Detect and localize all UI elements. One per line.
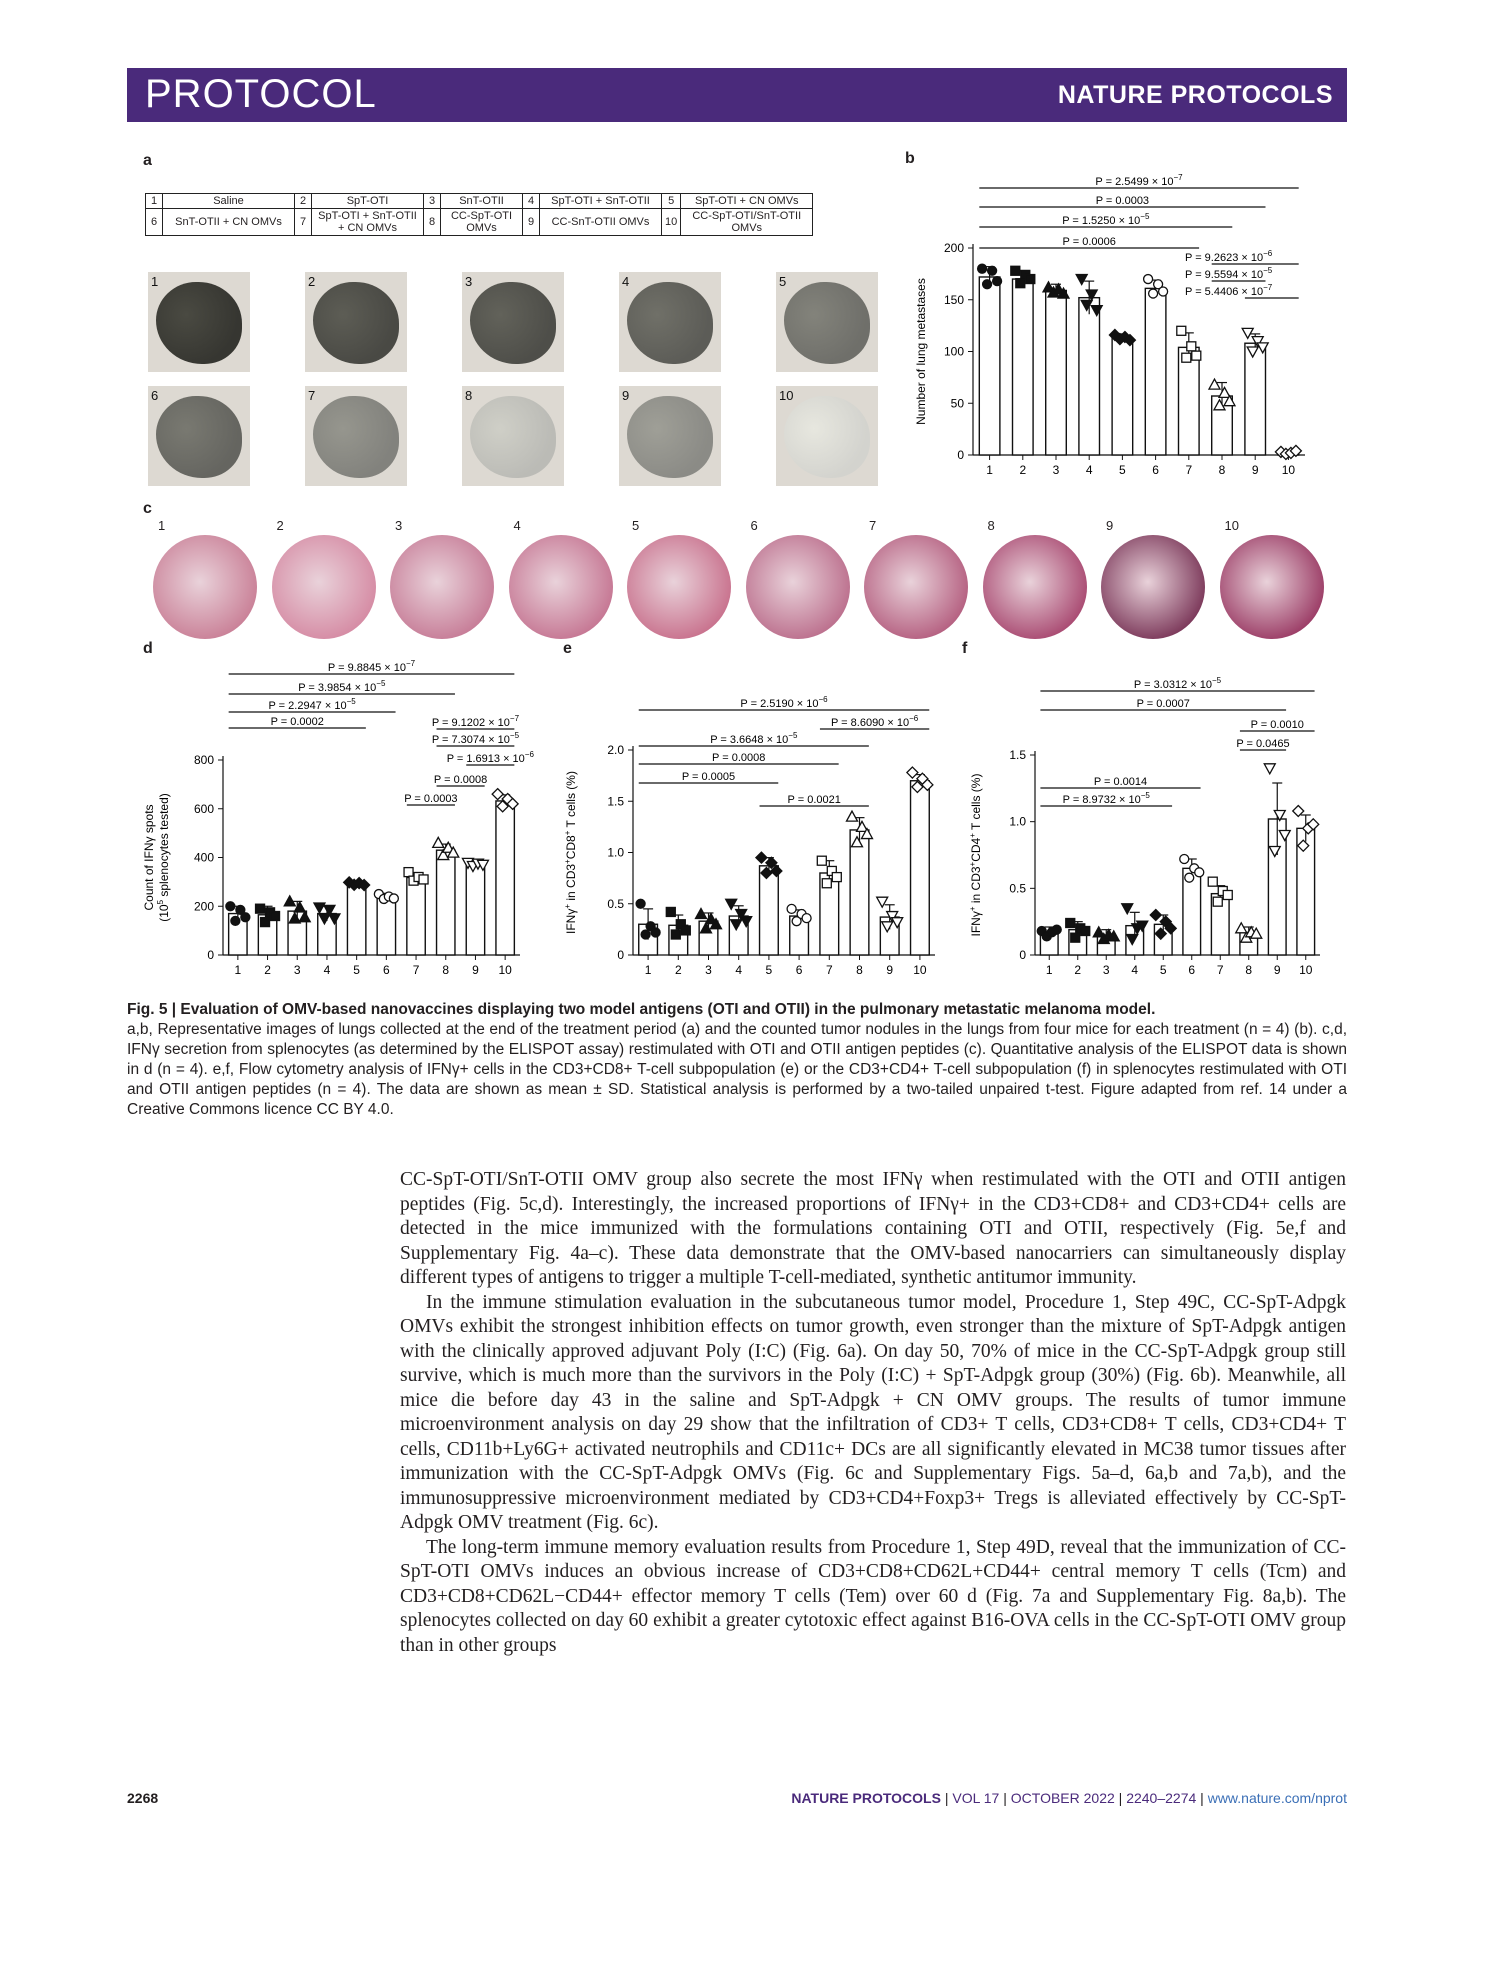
well-number: 9 <box>1106 518 1114 533</box>
x-tick-label: 1 <box>234 963 242 977</box>
legend-row <box>146 194 813 209</box>
data-point <box>651 928 660 937</box>
y-tick-label: 200 <box>193 899 214 914</box>
data-point <box>802 914 811 923</box>
legend-row <box>146 209 813 236</box>
x-tick-label: 9 <box>1251 463 1259 477</box>
y-tick-label: 1.0 <box>607 845 624 860</box>
bar <box>496 801 514 955</box>
y-tick-label: 0.5 <box>607 896 624 911</box>
p-value-label: $P = 9.1202 \times 10^{-7}$ <box>431 714 520 729</box>
y-axis-label: Number of lung metastases <box>914 278 928 425</box>
y-tick-label: 1.0 <box>1009 814 1026 829</box>
data-point <box>1182 353 1191 362</box>
footer-volume: VOL 17 <box>952 1790 1000 1806</box>
data-point <box>636 899 645 908</box>
chart-e-cd8-ifng <box>555 650 955 995</box>
data-point <box>1264 764 1275 774</box>
x-tick-label: 9 <box>1273 963 1281 977</box>
lung-photo <box>305 272 407 372</box>
data-point <box>314 903 325 913</box>
data-point <box>1150 910 1161 921</box>
data-point <box>822 879 831 888</box>
data-point <box>1071 933 1080 942</box>
data-point <box>1026 275 1035 284</box>
data-point <box>1192 351 1201 360</box>
lung-number: 3 <box>465 274 473 289</box>
x-tick-label: 5 <box>353 963 360 977</box>
p-value-label: P = 0.0010 <box>1250 719 1304 731</box>
section-label: PROTOCOL <box>145 72 377 116</box>
x-tick-label: 3 <box>1052 463 1060 477</box>
data-point <box>1066 919 1075 928</box>
well-number: 6 <box>750 518 758 533</box>
well-number: 7 <box>869 518 877 533</box>
panel-label-c: c <box>143 500 152 517</box>
data-point <box>787 904 796 913</box>
lung-photo <box>776 272 878 372</box>
bar <box>850 830 869 955</box>
data-point <box>1187 342 1196 351</box>
x-tick-label: 8 <box>1245 963 1253 977</box>
x-tick-label: 6 <box>1188 963 1196 977</box>
x-tick-label: 8 <box>1218 463 1226 477</box>
caption-title: Fig. 5 | Evaluation of OMV-based nanovaccines displaying two model antigens (OTI and OTII) in the pulmonary metastatic melanoma model. <box>127 1001 1156 1018</box>
bar <box>911 781 930 955</box>
group-num: 4 <box>523 194 540 209</box>
lung-tissue <box>627 282 713 364</box>
p-value-label: $P = 3.9854 \times 10^{-5}$ <box>298 679 386 694</box>
x-tick-label: 7 <box>412 963 420 977</box>
p-value-label: $P = 8.6090 \times 10^{-6}$ <box>830 714 919 729</box>
group-name: CC-SpT-OTI OMVs <box>441 209 523 236</box>
x-tick-label: 4 <box>323 963 331 977</box>
paragraph: In the immune stimulation evaluation in the subcutaneous tumor model, Procedure 1, Step 49C, CC-SpT-Adpgk OMVs exhibit the strongest inhibition effects on tumor growth, even stronger than the mixture of SpT-Adpgk antigen with the clinically approved adjuvant Poly (I:C) (Fig. 6a). On day 50, 70% of mice in the CC-SpT-Adpgk group still survive, which is much more than the survivors in the Poly (I:C) + SpT-Adpgk group (30%) (Fig. 6b). Meanwhile, all mice die before day 43 in the saline and SpT-Adpgk + CN OMV groups. The results of tumor immune microenvironment analysis on day 29 show that the infiltration of CD3+ T cells, CD3+CD8+ T cells, CD3+CD4+ T cells, CD11b+Ly6G+ activated neutrophils and CD11c+ DCs are all significantly elevated in MC38 tumor tissues after immunization with the CC-SpT-Adpgk OMVs (Fig. 6c and Supplementary Figs. 5a–d, 6a,b and 7a,b), and the immunosuppressive microenvironment mediated by CD3+CD4+Foxp3+ Tregs is alleviated effectively by CC-SpT-Adpgk OMV treatment (Fig. 6c). <box>400 1291 1346 1533</box>
p-value-label: $P = 2.5190 \times 10^{-6}$ <box>740 695 828 710</box>
well-number: 8 <box>987 518 995 533</box>
lung-tissue <box>156 396 242 478</box>
p-value-label: $P = 3.6648 \times 10^{-5}$ <box>710 731 798 746</box>
page-number: 2268 <box>127 1790 159 1806</box>
data-point <box>1236 923 1247 933</box>
lung-photo <box>148 386 250 486</box>
p-value-label: $P = 9.2623 \times 10^{-6}$ <box>1185 249 1273 264</box>
footer-journal: NATURE PROTOCOLS <box>791 1790 941 1806</box>
data-point <box>492 789 503 800</box>
lung-number: 7 <box>308 388 316 403</box>
lung-number: 5 <box>779 274 787 289</box>
well-number: 2 <box>276 518 284 533</box>
p-value-label: P = 0.0008 <box>433 774 488 786</box>
data-point <box>1209 379 1220 389</box>
group-num: 5 <box>662 194 681 209</box>
well-number: 1 <box>158 518 166 533</box>
lung-number: 6 <box>151 388 159 403</box>
bar <box>437 850 455 955</box>
lung-tissue <box>313 282 399 364</box>
y-tick-label: 400 <box>193 850 214 865</box>
paragraph: CC-SpT-OTI/SnT-OTII OMV group also secrete the most IFNγ when restimulated with the OTI and OTII antigen peptides (Fig. 5c,d). Interestingly, the increased proportions of IFNγ+ in the CD3+CD8+ and CD3+CD4+ cells are detected in the mice immunized with the formulations containing OTI and OTII, respectively (Fig. 5e,f and Supplementary Fig. 4a–c). These data demonstrate that the OMV-based nanocarriers can simultaneously display different types of antigens to trigger a multiple T-cell-mediated, synthetic antitumor immunity. <box>400 1169 1346 1288</box>
lung-photo <box>462 272 564 372</box>
chart-d-ifng-spots <box>135 650 535 995</box>
data-point <box>1185 873 1194 882</box>
x-tick-label: 7 <box>825 963 833 977</box>
lung-tissue <box>470 396 556 478</box>
y-tick-label: 200 <box>943 241 964 255</box>
lung-tissue <box>784 282 870 364</box>
paragraph: The long-term immune memory evaluation results from Procedure 1, Step 49D, reveal that the immunization of CC-SpT-OTI OMVs induces an obvious increase of CD3+CD8+CD62L+CD44+ central memory T cells (Tcm) and CD3+CD8+CD62L−CD44+ effector memory T cells (Tem) over 60 d (Fig. 7a and Supplementary Fig. 8a,b). The splenocytes collected on day 60 exhibit a greater cytotoxic effect against B16-OVA cells in the CC-SpT-OTI OMV group than in other groups <box>400 1536 1346 1656</box>
chart-b-lung-metastases <box>905 160 1325 495</box>
x-tick-label: 9 <box>472 963 479 977</box>
data-point <box>726 899 737 909</box>
data-point <box>988 266 997 275</box>
data-point <box>1159 287 1168 296</box>
p-value-label: $P = 9.8845 \times 10^{-7}$ <box>327 659 416 674</box>
x-tick-label: 1 <box>644 963 652 977</box>
lung-tissue <box>784 396 870 478</box>
bar <box>1046 290 1067 455</box>
caption-text: a,b, Representative images of lungs collected at the end of the treatment period (a) and the counted tumor nodules in the lungs from four mice for each treatment (n = 4) (b). c,d, IFNγ secretion from splenocytes (as determined by the ELISPOT assay) restimulated with OTI and OTII antigen peptides (c). Quantitative analysis of the ELISPOT data is shown in d (n = 4). e,f, Flow cytometry analysis of IFNγ+ cells in the CD3+CD8+ T-cell subpopulation (e) or the CD3+CD4+ T-cell subpopulation (f) in splenocytes restimulated with OTI and OTII antigen peptides (n = 4). The data are shown as mean ± SD. Statistical analysis is performed by a two-tailed unpaired t-test. Figure adapted from ref. 14 under a Creative Commons licence CC BY 4.0. <box>127 1021 1347 1118</box>
data-point <box>433 837 444 847</box>
elispot-well <box>272 535 376 639</box>
elispot-well <box>153 535 257 639</box>
y-tick-label: 0 <box>207 948 214 962</box>
x-tick-label: 4 <box>1085 463 1093 477</box>
y-tick-label: 600 <box>193 801 214 816</box>
lung-number: 8 <box>465 388 473 403</box>
panel-label-b: b <box>905 150 915 167</box>
group-num: 7 <box>295 209 312 236</box>
x-tick-label: 5 <box>765 963 773 977</box>
p-value-label: P = 0.0007 <box>1136 698 1190 710</box>
data-point <box>1081 927 1090 936</box>
lung-photo <box>148 272 250 372</box>
x-tick-label: 5 <box>1159 963 1167 977</box>
footer-sep: | <box>944 1790 949 1806</box>
body-text <box>400 1168 1346 1658</box>
p-value-label: P = 0.0014 <box>1093 776 1148 788</box>
x-tick-label: 10 <box>1281 463 1296 477</box>
elispot-well <box>390 535 494 639</box>
group-name: CC-SnT-OTII OMVs <box>540 209 662 236</box>
y-axis-label-2: ($10^5$ splenocytes tested) <box>156 793 171 922</box>
data-point <box>756 852 767 863</box>
p-value-label: P = 0.0003 <box>404 793 458 805</box>
data-point <box>817 856 826 865</box>
x-tick-label: 6 <box>795 963 803 977</box>
x-tick-label: 10 <box>1299 963 1313 977</box>
bar <box>466 864 484 955</box>
y-axis-label: Count of IFNγ spots <box>142 804 156 911</box>
group-num: 8 <box>424 209 441 236</box>
data-point <box>404 868 413 877</box>
footer-url-link[interactable]: www.nature.com/nprot <box>1207 1790 1347 1806</box>
y-tick-label: 50 <box>950 396 964 411</box>
group-num: 10 <box>662 209 681 236</box>
y-tick-label: 1.5 <box>607 794 624 809</box>
data-point <box>271 912 280 921</box>
data-point <box>1208 877 1217 886</box>
x-tick-label: 10 <box>913 963 927 977</box>
data-point <box>1149 289 1158 298</box>
group-name: SpT-OTI + CN OMVs <box>681 194 813 209</box>
panel-label-d: d <box>143 640 153 657</box>
elispot-well <box>627 535 731 639</box>
x-tick-label: 5 <box>1119 463 1126 477</box>
x-tick-label: 7 <box>1216 963 1224 977</box>
x-tick-label: 1 <box>1045 963 1053 977</box>
y-tick-label: 150 <box>943 292 964 307</box>
lung-photo <box>305 386 407 486</box>
bar <box>1079 298 1100 455</box>
y-tick-label: 2.0 <box>607 743 624 757</box>
x-tick-label: 2 <box>674 963 682 977</box>
group-name: SpT-OTI + SnT-OTII + CN OMVs <box>312 209 424 236</box>
x-tick-label: 4 <box>735 963 743 977</box>
figure-caption <box>127 1000 1347 1120</box>
lung-number: 2 <box>308 274 316 289</box>
data-point <box>671 930 680 939</box>
data-point <box>241 913 250 922</box>
x-tick-label: 9 <box>886 963 894 977</box>
data-point <box>294 902 305 912</box>
data-point <box>261 918 270 927</box>
bar <box>1179 347 1200 455</box>
lung-photo <box>776 386 878 486</box>
bar <box>407 877 425 955</box>
group-num: 1 <box>146 194 163 209</box>
bar <box>1245 343 1266 455</box>
panel-label-f: f <box>962 640 968 657</box>
well-number: 3 <box>395 518 403 533</box>
data-point <box>832 873 841 882</box>
x-tick-label: 8 <box>442 963 450 977</box>
bar <box>979 277 1000 455</box>
x-tick-label: 2 <box>264 963 271 977</box>
p-value-label: P = 0.0006 <box>1062 236 1116 248</box>
group-name: SpT-OTI <box>312 194 424 209</box>
p-value-label: $P = 2.2947 \times 10^{-5}$ <box>268 697 356 712</box>
bar <box>760 866 779 955</box>
x-tick-label: 6 <box>1152 463 1159 477</box>
y-axis-label: IFNγ+ in CD3+CD8+ T cells (%) <box>563 771 578 934</box>
y-tick-label: 800 <box>193 753 214 767</box>
footer-sep: | <box>1118 1790 1123 1806</box>
p-value-label: $P = 7.3074 \times 10^{-5}$ <box>431 731 520 746</box>
bar <box>1013 279 1034 455</box>
data-point <box>1195 868 1204 877</box>
x-tick-label: 3 <box>705 963 712 977</box>
p-value-label: P = 0.0008 <box>712 752 766 764</box>
lung-photo <box>619 386 721 486</box>
data-point <box>681 926 690 935</box>
group-legend-table <box>145 193 813 236</box>
data-point <box>419 875 428 884</box>
data-point <box>1213 897 1222 906</box>
bar <box>347 884 365 955</box>
y-tick-label: 0 <box>617 948 624 962</box>
elispot-well <box>864 535 968 639</box>
data-point <box>256 904 265 913</box>
journal-name: NATURE PROTOCOLS <box>1057 81 1333 109</box>
footer-date: OCTOBER 2022 <box>1010 1790 1115 1806</box>
page-header <box>127 68 1347 122</box>
elispot-well <box>983 535 1087 639</box>
data-point <box>1052 925 1061 934</box>
bar <box>1112 338 1133 455</box>
x-tick-label: 8 <box>856 963 863 977</box>
p-value-label: $P = 5.4406 \times 10^{-7}$ <box>1185 283 1273 298</box>
x-tick-label: 2 <box>1019 463 1027 477</box>
well-number: 4 <box>513 518 521 533</box>
data-point <box>877 897 888 907</box>
y-axis-label: IFNγ+ in CD3+CD4+ T cells (%) <box>968 773 983 937</box>
p-value-label: P = 0.0003 <box>1095 195 1150 207</box>
x-tick-label: 6 <box>383 963 390 977</box>
data-point <box>1011 266 1020 275</box>
lung-tissue <box>470 282 556 364</box>
p-value-label: $P = 1.6913 \times 10^{-6}$ <box>446 750 534 765</box>
x-tick-label: 3 <box>293 963 301 977</box>
data-point <box>993 277 1002 286</box>
group-num: 3 <box>424 194 441 209</box>
x-tick-label: 1 <box>986 463 993 477</box>
p-value-label: $P = 8.9732 \times 10^{-5}$ <box>1062 791 1150 806</box>
data-point <box>978 264 987 273</box>
lung-number: 4 <box>622 274 630 289</box>
p-value-label: $P = 9.5594 \times 10^{-5}$ <box>1185 266 1273 281</box>
lung-tissue <box>313 396 399 478</box>
data-point <box>983 280 992 289</box>
elispot-well <box>1101 535 1205 639</box>
x-tick-label: 2 <box>1074 963 1082 977</box>
y-tick-label: 1.5 <box>1009 748 1026 762</box>
y-tick-label: 100 <box>943 344 964 359</box>
group-name: SpT-OTI + SnT-OTII <box>540 194 662 209</box>
data-point <box>1180 855 1189 864</box>
well-number: 10 <box>1224 518 1239 533</box>
p-value-label: P = 0.0002 <box>270 716 324 728</box>
footer-sep: | <box>1200 1790 1204 1806</box>
panel-label-e: e <box>563 640 572 657</box>
data-point <box>1076 275 1087 285</box>
data-point <box>1223 891 1232 900</box>
y-tick-label: 0.5 <box>1009 881 1026 896</box>
lung-number: 9 <box>622 388 630 403</box>
p-value-label: P = 0.0465 <box>1236 738 1290 750</box>
data-point <box>847 811 858 821</box>
group-name: SnT-OTII + CN OMVs <box>163 209 295 236</box>
lung-photo <box>462 386 564 486</box>
p-value-label: P = 0.0005 <box>681 771 736 783</box>
group-name: CC-SpT-OTI/SnT-OTII OMVs <box>681 209 813 236</box>
lung-tissue <box>627 396 713 478</box>
data-point <box>641 930 650 939</box>
footer-sep: | <box>1003 1790 1007 1806</box>
data-point <box>1177 326 1186 335</box>
elispot-well <box>746 535 850 639</box>
x-tick-label: 4 <box>1131 963 1139 977</box>
x-tick-label: 3 <box>1102 963 1110 977</box>
group-num: 9 <box>523 209 540 236</box>
data-point <box>389 894 398 903</box>
lung-number: 1 <box>151 274 159 289</box>
group-num: 6 <box>146 209 163 236</box>
lung-number: 10 <box>779 388 794 403</box>
group-name: SnT-OTII <box>441 194 523 209</box>
p-value-label: $P = 1.5250 \times 10^{-5}$ <box>1062 212 1150 227</box>
p-value-label: P = 0.0021 <box>787 794 841 806</box>
group-name: Saline <box>163 194 295 209</box>
group-num: 2 <box>295 194 312 209</box>
bar <box>377 897 395 955</box>
x-tick-label: 7 <box>1185 463 1193 477</box>
panel-label-a: a <box>143 152 152 169</box>
data-point <box>1144 275 1153 284</box>
x-tick-label: 10 <box>498 963 512 977</box>
data-point <box>226 902 235 911</box>
data-point <box>231 916 240 925</box>
bar <box>1145 288 1166 455</box>
lung-photo <box>619 272 721 372</box>
footer-citation <box>791 1790 1347 1806</box>
p-value-label: $P = 3.0312 \times 10^{-5}$ <box>1133 676 1222 691</box>
data-point <box>907 767 918 778</box>
footer-pages: 2240–2274 <box>1126 1790 1197 1806</box>
p-value-label: $P = 2.5499 \times 10^{-7}$ <box>1095 173 1183 188</box>
y-tick-label: 0 <box>957 448 964 462</box>
elispot-well <box>1220 535 1324 639</box>
chart-f-cd4-ifng <box>955 650 1350 995</box>
data-point <box>1219 387 1230 397</box>
y-tick-label: 0 <box>1019 948 1026 962</box>
elispot-well <box>509 535 613 639</box>
well-number: 5 <box>632 518 640 533</box>
data-point <box>666 907 675 916</box>
lung-tissue <box>156 282 242 364</box>
